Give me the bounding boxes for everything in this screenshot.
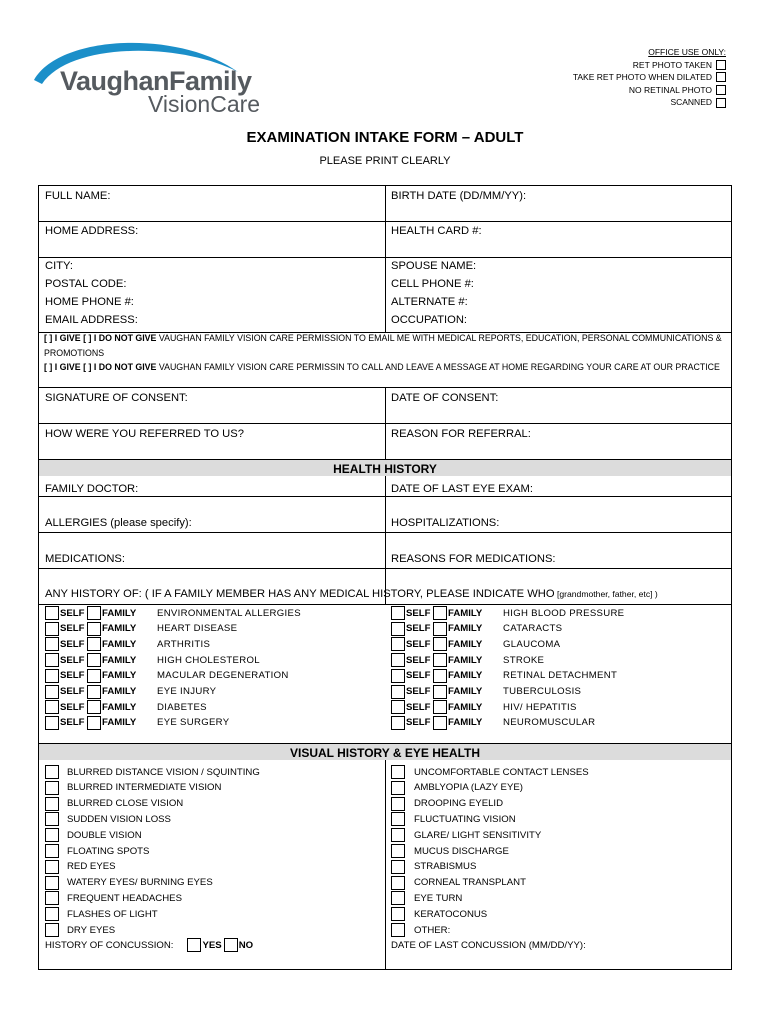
checkbox[interactable] xyxy=(716,60,726,70)
self-checkbox[interactable] xyxy=(391,716,405,730)
visual-history-row xyxy=(45,890,182,906)
health-history-row xyxy=(45,684,216,700)
symptom-label: FREQUENT HEADACHES xyxy=(67,892,182,904)
home-address-field[interactable]: HOME ADDRESS: xyxy=(45,225,139,237)
visual-history-heading: VISUAL HISTORY & EYE HEALTH xyxy=(289,746,481,760)
symptom-label: BLURRED DISTANCE VISION / SQUINTING xyxy=(67,766,260,778)
self-checkbox[interactable] xyxy=(45,653,59,667)
family-checkbox[interactable] xyxy=(433,653,447,667)
symptom-checkbox[interactable] xyxy=(391,891,405,905)
health-history-row xyxy=(45,621,237,637)
symptom-checkbox[interactable] xyxy=(45,860,59,874)
symptom-label: OTHER: xyxy=(414,924,451,936)
symptom-label: AMBLYOPIA (LAZY EYE) xyxy=(414,782,523,794)
family-label: FAMILY xyxy=(448,670,483,682)
health-card-field[interactable]: HEALTH CARD #: xyxy=(391,225,482,237)
concussion-yes-checkbox[interactable] xyxy=(187,938,201,952)
allergies-field[interactable]: ALLERGIES (please specify): xyxy=(45,517,192,529)
symptom-label: FLUCTUATING VISION xyxy=(414,813,516,825)
visual-history-row xyxy=(45,922,115,938)
logo-line1: VaughanFamily xyxy=(60,66,252,96)
symptom-label: FLASHES OF LIGHT xyxy=(67,908,158,920)
health-history-row xyxy=(391,699,577,715)
visual-history-row xyxy=(391,796,503,812)
visual-history-row xyxy=(391,906,487,922)
health-history-row xyxy=(45,652,260,668)
self-label: SELF xyxy=(406,623,431,635)
last-concussion-field[interactable]: DATE OF LAST CONCUSSION (MM/DD/YY): xyxy=(391,939,586,951)
symptom-label: SUDDEN VISION LOSS xyxy=(67,813,171,825)
visual-history-row xyxy=(391,811,516,827)
symptom-label: BLURRED CLOSE VISION xyxy=(67,798,184,810)
health-history-row xyxy=(391,636,560,652)
symptom-checkbox[interactable] xyxy=(45,844,59,858)
family-doctor-field[interactable]: FAMILY DOCTOR: xyxy=(45,483,139,495)
family-label: FAMILY xyxy=(102,670,137,682)
hospitalizations-field[interactable]: HOSPITALIZATIONS: xyxy=(391,517,500,529)
concussion-no-checkbox[interactable] xyxy=(224,938,238,952)
office-ret-photo-taken[interactable]: RET PHOTO TAKEN xyxy=(573,59,726,72)
self-label: SELF xyxy=(60,701,85,713)
self-label: SELF xyxy=(406,654,431,666)
cell-phone-field[interactable]: CELL PHONE #: xyxy=(391,278,474,290)
self-checkbox[interactable] xyxy=(391,685,405,699)
symptom-checkbox[interactable] xyxy=(391,923,405,937)
family-checkbox[interactable] xyxy=(87,606,101,620)
condition-label: CATARACTS xyxy=(503,623,563,635)
family-checkbox[interactable] xyxy=(87,669,101,683)
email-field[interactable]: EMAIL ADDRESS: xyxy=(45,314,138,326)
condition-label: HIGH BLOOD PRESSURE xyxy=(503,607,625,619)
family-label: FAMILY xyxy=(448,686,483,697)
self-checkbox[interactable] xyxy=(391,606,405,620)
office-use-heading: OFFICE USE ONLY: xyxy=(648,47,726,57)
condition-label: NEUROMUSCULAR xyxy=(503,717,596,729)
visual-history-row xyxy=(45,859,116,875)
self-checkbox[interactable] xyxy=(45,637,59,651)
vaughan-family-vision-care-logo xyxy=(30,32,280,117)
health-history-row xyxy=(391,668,617,684)
symptom-checkbox[interactable] xyxy=(45,923,59,937)
condition-label: RETINAL DETACHMENT xyxy=(503,670,618,682)
symptom-label: DOUBLE VISION xyxy=(67,829,142,841)
family-checkbox[interactable] xyxy=(433,622,447,636)
condition-label: EYE SURGERY xyxy=(157,717,230,729)
occupation-field[interactable]: OCCUPATION: xyxy=(391,314,468,326)
self-label: SELF xyxy=(60,686,85,697)
visual-history-row xyxy=(45,875,213,891)
family-label: FAMILY xyxy=(448,654,483,666)
checkbox[interactable] xyxy=(716,85,726,95)
self-label: SELF xyxy=(60,654,85,666)
self-label: SELF xyxy=(406,701,431,713)
date-of-consent-field[interactable]: DATE OF CONSENT: xyxy=(391,392,499,404)
condition-label: HIGH CHOLESTEROL xyxy=(157,654,260,666)
symptom-label: DROOPING EYELID xyxy=(414,798,504,810)
form-subtitle: PLEASE PRINT CLEARLY xyxy=(319,155,451,167)
visual-history-row xyxy=(391,859,476,875)
self-label: SELF xyxy=(406,607,431,619)
checkbox[interactable] xyxy=(716,98,726,108)
symptom-label: WATERY EYES/ BURNING EYES xyxy=(67,877,213,889)
office-no-retinal-photo[interactable]: NO RETINAL PHOTO xyxy=(573,84,726,97)
symptom-label: EYE TURN xyxy=(414,892,463,904)
self-label: SELF xyxy=(406,717,431,729)
visual-history-row xyxy=(45,780,221,796)
family-label: FAMILY xyxy=(102,701,137,713)
symptom-checkbox[interactable] xyxy=(391,844,405,858)
self-label: SELF xyxy=(406,638,431,650)
symptom-label: RED EYES xyxy=(67,861,116,873)
health-history-row xyxy=(391,684,581,700)
visual-history-row xyxy=(45,843,149,859)
office-scanned[interactable]: SCANNED xyxy=(573,96,726,109)
condition-label: TUBERCULOSIS xyxy=(503,686,582,697)
postal-code-field[interactable]: POSTAL CODE: xyxy=(45,278,127,290)
symptom-label: STRABISMUS xyxy=(414,861,477,873)
health-history-row xyxy=(391,652,544,668)
concussion-yes-label: YES xyxy=(202,939,222,951)
last-eye-exam-field[interactable]: DATE OF LAST EYE EXAM: xyxy=(391,483,533,495)
concussion-no-label: NO xyxy=(238,939,254,951)
family-label: FAMILY xyxy=(102,654,137,666)
family-checkbox[interactable] xyxy=(87,653,101,667)
self-checkbox[interactable] xyxy=(391,669,405,683)
self-label: SELF xyxy=(60,638,85,650)
family-label: FAMILY xyxy=(448,623,483,635)
symptom-label: MUCUS DISCHARGE xyxy=(414,845,509,857)
family-checkbox[interactable] xyxy=(433,669,447,683)
visual-history-row xyxy=(45,796,183,812)
family-checkbox[interactable] xyxy=(87,700,101,714)
self-label: SELF xyxy=(60,607,85,619)
concussion-row xyxy=(45,937,253,953)
visual-history-row xyxy=(391,827,541,843)
reasons-medications-field[interactable]: REASONS FOR MEDICATIONS: xyxy=(391,553,556,565)
health-history-heading: HEALTH HISTORY xyxy=(333,462,437,476)
health-history-row xyxy=(391,715,595,731)
visual-history-row xyxy=(391,875,526,891)
family-label: FAMILY xyxy=(102,638,137,650)
symptom-label: GLARE/ LIGHT SENSITIVITY xyxy=(414,829,542,841)
signature-field[interactable]: SIGNATURE OF CONSENT: xyxy=(45,392,188,404)
symptom-checkbox[interactable] xyxy=(391,765,405,779)
family-checkbox[interactable] xyxy=(87,622,101,636)
symptom-label: CORNEAL TRANSPLANT xyxy=(414,877,526,889)
family-label: FAMILY xyxy=(448,717,483,729)
self-label: SELF xyxy=(60,623,85,635)
self-label: SELF xyxy=(60,717,85,729)
full-name-field[interactable]: FULL NAME: xyxy=(45,190,111,202)
symptom-label: FLOATING SPOTS xyxy=(67,845,150,857)
symptom-label: KERATOCONUS xyxy=(414,908,488,920)
symptom-checkbox[interactable] xyxy=(45,891,59,905)
family-label: FAMILY xyxy=(102,717,137,729)
self-checkbox[interactable] xyxy=(391,653,405,667)
visual-history-row xyxy=(391,764,589,780)
visual-history-row xyxy=(391,843,509,859)
reason-referral-field[interactable]: REASON FOR REFERRAL: xyxy=(391,428,531,440)
family-checkbox[interactable] xyxy=(433,716,447,730)
self-checkbox[interactable] xyxy=(45,669,59,683)
form-title: EXAMINATION INTAKE FORM – ADULT xyxy=(246,129,524,146)
self-checkbox[interactable] xyxy=(391,637,405,651)
symptom-label: DRY EYES xyxy=(67,924,116,936)
health-history-row xyxy=(45,699,207,715)
symptom-checkbox[interactable] xyxy=(391,812,405,826)
condition-label: ARTHRITIS xyxy=(157,638,211,650)
intake-form xyxy=(38,185,732,970)
symptom-checkbox[interactable] xyxy=(45,876,59,890)
symptom-checkbox[interactable] xyxy=(391,876,405,890)
office-use-box xyxy=(573,46,726,109)
city-field[interactable]: CITY: xyxy=(45,260,73,272)
self-checkbox[interactable] xyxy=(45,622,59,636)
symptom-checkbox[interactable] xyxy=(45,781,59,795)
condition-label: STROKE xyxy=(503,654,545,666)
visual-history-row xyxy=(45,764,260,780)
health-history-row xyxy=(391,605,624,621)
family-checkbox[interactable] xyxy=(433,700,447,714)
visual-history-row xyxy=(391,780,523,796)
visual-history-row xyxy=(391,890,462,906)
condition-label: EYE INJURY xyxy=(157,686,217,697)
family-label: FAMILY xyxy=(102,686,137,697)
referred-field[interactable]: HOW WERE YOU REFERRED TO US? xyxy=(45,428,244,440)
visual-history-row xyxy=(45,827,142,843)
family-label: FAMILY xyxy=(448,638,483,650)
symptom-checkbox[interactable] xyxy=(45,797,59,811)
spouse-name-field[interactable]: SPOUSE NAME: xyxy=(391,260,477,272)
family-label: FAMILY xyxy=(102,607,137,619)
condition-label: GLAUCOMA xyxy=(503,638,561,650)
family-label: FAMILY xyxy=(102,623,137,635)
health-history-row xyxy=(45,636,210,652)
symptom-checkbox[interactable] xyxy=(45,812,59,826)
self-checkbox[interactable] xyxy=(45,700,59,714)
self-label: SELF xyxy=(60,670,85,682)
symptom-checkbox[interactable] xyxy=(391,828,405,842)
symptom-checkbox[interactable] xyxy=(45,907,59,921)
family-label: FAMILY xyxy=(448,701,483,713)
symptom-checkbox[interactable] xyxy=(45,828,59,842)
office-take-ret-photo-dilated[interactable]: TAKE RET PHOTO WHEN DILATED xyxy=(573,71,726,84)
symptom-label: BLURRED INTERMEDIATE VISION xyxy=(67,782,222,794)
visual-history-row xyxy=(45,906,158,922)
symptom-checkbox[interactable] xyxy=(391,781,405,795)
visual-history-row xyxy=(391,922,450,938)
condition-label: ENVIRONMENTAL ALLERGIES xyxy=(157,607,301,619)
symptom-checkbox[interactable] xyxy=(391,907,405,921)
family-checkbox[interactable] xyxy=(433,606,447,620)
condition-label: HIV/ HEPATITIS xyxy=(503,701,577,713)
email-consent-statement[interactable]: [ ] I GIVE [ ] I DO NOT GIVE VAUGHAN FAMILY VISION CARE PERMISSION TO EMAIL ME WITH MEDICAL REPORTS, EDUCATION, PERSONAL COMMUNICATIONS & PROMOTIONS xyxy=(44,333,722,358)
self-label: SELF xyxy=(406,670,431,682)
any-history-heading: ANY HISTORY OF: ( IF A FAMILY MEMBER HAS ANY MEDICAL HISTORY, PLEASE INDICATE WHO [grandmother, father, etc] ) xyxy=(45,588,658,600)
family-checkbox[interactable] xyxy=(87,685,101,699)
health-history-row xyxy=(391,621,562,637)
birth-date-field[interactable]: BIRTH DATE (DD/MM/YY): xyxy=(391,190,527,202)
symptom-checkbox[interactable] xyxy=(391,797,405,811)
family-checkbox[interactable] xyxy=(87,716,101,730)
health-history-row xyxy=(45,605,301,621)
self-checkbox[interactable] xyxy=(45,606,59,620)
self-checkbox[interactable] xyxy=(45,685,59,699)
condition-label: MACULAR DEGENERATION xyxy=(157,670,289,682)
health-history-row xyxy=(45,668,289,684)
concussion-label: HISTORY OF CONCUSSION: xyxy=(45,939,174,951)
visual-history-row xyxy=(45,811,171,827)
self-checkbox[interactable] xyxy=(45,716,59,730)
logo-line2: VisionCare xyxy=(148,91,261,117)
symptom-checkbox[interactable] xyxy=(45,765,59,779)
self-checkbox[interactable] xyxy=(391,700,405,714)
family-checkbox[interactable] xyxy=(433,685,447,699)
home-phone-field[interactable]: HOME PHONE #: xyxy=(45,296,134,308)
condition-label: HEART DISEASE xyxy=(157,623,238,635)
self-checkbox[interactable] xyxy=(391,622,405,636)
family-checkbox[interactable] xyxy=(87,637,101,651)
symptom-label: UNCOMFORTABLE CONTACT LENSES xyxy=(414,766,589,778)
checkbox[interactable] xyxy=(716,72,726,82)
self-label: SELF xyxy=(406,686,431,697)
family-checkbox[interactable] xyxy=(433,637,447,651)
medications-field[interactable]: MEDICATIONS: xyxy=(45,553,125,565)
call-consent-statement[interactable]: [ ] I GIVE [ ] I DO NOT GIVE VAUGHAN FAMILY VISION CARE PERMISSIN TO CALL AND LEAVE A MESSAGE AT HOME REGARDING YOUR CARE AT OUR PRACTICE xyxy=(44,362,720,372)
alternate-phone-field[interactable]: ALTERNATE #: xyxy=(391,296,468,308)
family-label: FAMILY xyxy=(448,607,483,619)
condition-label: DIABETES xyxy=(157,701,207,713)
health-history-row xyxy=(45,715,229,731)
symptom-checkbox[interactable] xyxy=(391,860,405,874)
